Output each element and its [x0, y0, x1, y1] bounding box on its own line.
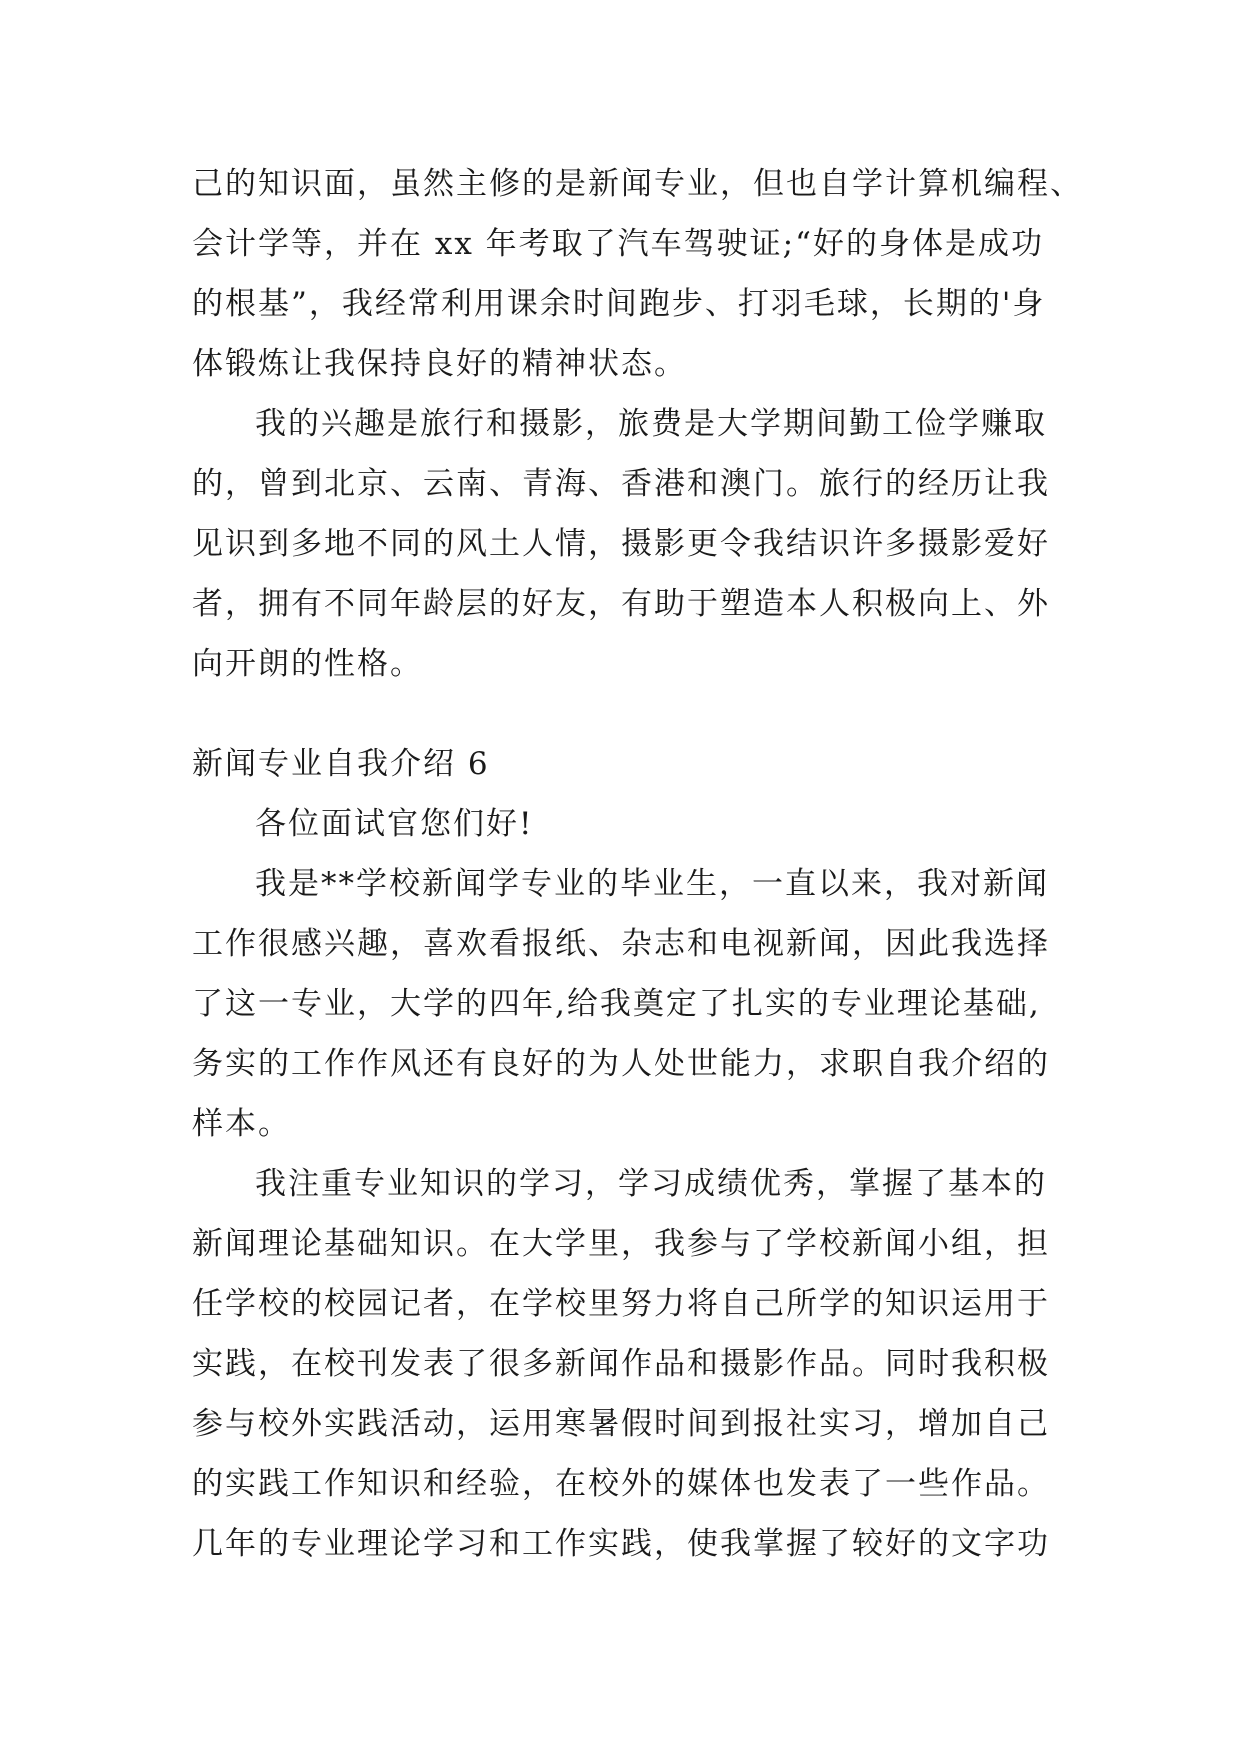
paragraph-line: 的实践工作知识和经验，在校外的媒体也发表了一些作品。 [192, 1466, 1050, 1502]
section-heading: 新闻专业自我介绍 6 [192, 746, 490, 782]
paragraph-line: 新闻理论基础知识。在大学里，我参与了学校新闻小组，担 [192, 1226, 1050, 1262]
paragraph-line: 向开朗的性格。 [192, 646, 423, 682]
paragraph-line: 我是**学校新闻学专业的毕业生，一直以来，我对新闻 [255, 866, 1049, 902]
paragraph-line: 参与校外实践活动，运用寒暑假时间到报社实习，增加自己 [192, 1406, 1050, 1442]
paragraph-line: 了这一专业，大学的四年,给我奠定了扎实的专业理论基础, [192, 986, 1041, 1022]
paragraph-line: 体锻炼让我保持良好的精神状态。 [192, 346, 687, 382]
paragraph-line: 己的知识面，虽然主修的是新闻专业，但也自学计算机编程、 [192, 166, 1083, 202]
paragraph-line: 几年的专业理论学习和工作实践，使我掌握了较好的文字功 [192, 1526, 1050, 1562]
paragraph-line: 务实的工作作风还有良好的为人处世能力，求职自我介绍的 [192, 1046, 1050, 1082]
paragraph-line: 见识到多地不同的风土人情，摄影更令我结识许多摄影爱好 [192, 526, 1050, 562]
paragraph-line: 实践，在校刊发表了很多新闻作品和摄影作品。同时我积极 [192, 1346, 1050, 1382]
paragraph-line: 任学校的校园记者，在学校里努力将自己所学的知识运用于 [192, 1286, 1050, 1322]
paragraph-line: 我的兴趣是旅行和摄影，旅费是大学期间勤工俭学赚取 [255, 406, 1047, 442]
paragraph-line: 会计学等，并在 xx 年考取了汽车驾驶证;“好的身体是成功 [192, 226, 1044, 262]
paragraph-line: 的，曾到北京、云南、青海、香港和澳门。旅行的经历让我 [192, 466, 1050, 502]
greeting-line: 各位面试官您们好! [255, 806, 534, 842]
paragraph-line: 工作很感兴趣，喜欢看报纸、杂志和电视新闻，因此我选择 [192, 926, 1050, 962]
paragraph-line: 我注重专业知识的学习，学习成绩优秀，掌握了基本的 [255, 1166, 1047, 1202]
paragraph-line: 样本。 [192, 1106, 291, 1142]
paragraph-line: 的根基”，我经常利用课余时间跑步、打羽毛球，长期的'身 [192, 286, 1046, 322]
paragraph-line: 者，拥有不同年龄层的好友，有助于塑造本人积极向上、外 [192, 586, 1050, 622]
